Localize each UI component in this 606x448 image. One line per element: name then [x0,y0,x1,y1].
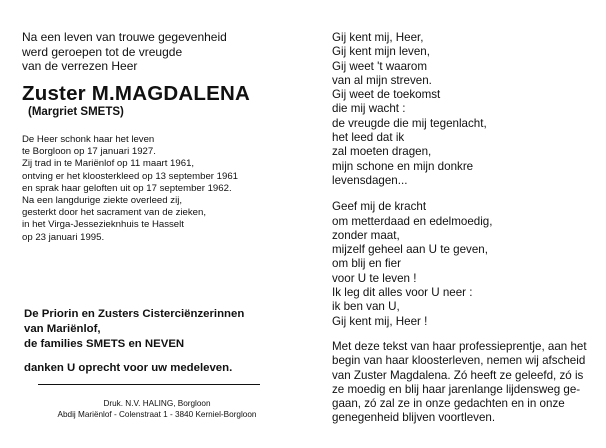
printer-line: Abdij Mariënlof - Colenstraat 1 - 3840 Kerniel-Borgloon [57,410,257,419]
bio-line: gesterkt door het sacrament van de zieken, [22,207,206,219]
poem-line: Gij kent mijn leven, [332,45,430,59]
civil-name: (Margriet SMETS) [28,106,124,118]
poem-line: mijn schone en mijn donkre [332,159,474,173]
divider-rule [38,384,260,385]
poem-line: van al mijn streven. [332,73,432,87]
poem-line: voor U te leven ! [332,271,417,285]
intro-text [22,30,227,74]
bio-line: en sprak haar geloften uit op 17 september 1962. [22,182,232,194]
right-page [304,0,606,448]
closing-line: Met deze tekst van haar professieprentje, aan het [332,340,587,353]
closing-paragraph [332,340,598,426]
poem-line: zal moeten dragen, [332,145,432,159]
bio-line: in het Virga-Jessezieknhuis te Hasselt [22,219,184,231]
intro-line: Na een leven van trouwe gegevenheid [22,30,227,44]
poem-line: de vreugde die mij tegenlacht, [332,116,487,130]
poem-line: ik ben van U, [332,300,400,314]
poem-line: het leed dat ik [332,131,405,145]
closing-line: genegenheid blijven voortleven. [332,411,496,425]
printer-imprint [22,398,292,420]
families-line: De Priorin en Zusters Cisterciënzerinnen [24,308,245,320]
intro-line: van de verrezen Heer [22,59,138,73]
poem-line: Gij weet 't waarom [332,59,427,73]
poem-line: die mij wacht : [332,102,406,116]
poem-line: Geef mij de kracht [332,200,427,214]
closing-line: gaan, zó zal ze in onze gedachten en in onze [332,397,565,411]
thanks-line: danken U oprecht voor uw medeleven. [24,362,233,374]
poem-line: om blij en fier [332,257,401,271]
poem-line: om metterdaad en edelmoedig, [332,214,493,228]
bio-line: ontving er het kloosterkleed op 13 september 1961 [22,170,238,182]
bio-line: De Heer schonk haar het leven [22,134,155,145]
poem [332,31,492,329]
closing-line: ze moedig en blij haar jarenlange lijdensweg ge- [332,382,581,396]
biography [22,134,238,244]
poem-line: Ik leg dit alles voor U neer : [332,286,473,300]
bio-line: te Borgloon op 17 januari 1927. [22,146,156,158]
intro-line: werd geroepen tot de vreugde [22,44,183,59]
mourning-families [24,307,244,352]
families-line: van Mariënlof, [24,323,101,335]
poem-line: mijzelf geheel aan U te geven, [332,243,488,257]
poem-line: Gij kent mij, Heer ! [332,314,428,328]
poem-line: Gij weet de toekomst [332,88,441,102]
stanza-gap [332,188,492,200]
bio-line: Zij trad in te Mariënlof op 11 maart 1961, [22,158,195,170]
bio-line: op 23 januari 1995. [22,231,105,243]
poem-line: levensdagen... [332,173,408,187]
left-page [0,0,302,448]
closing-line: van Zuster Magdalena. Zó heeft ze geleefd, zó is [332,368,584,382]
poem-line: Gij kent mij, Heer, [332,31,424,44]
poem-line: zonder maat, [332,228,400,242]
families-line: de families SMETS en NEVEN [24,338,185,350]
bio-line: Na een langdurige ziekte overleed zij, [22,195,182,207]
deceased-name: Zuster M.MAGDALENA [22,82,250,105]
printer-line: Druk. N.V. HALING, Borgloon [103,399,211,408]
closing-line: begin van haar kloosterleven, nemen wij afscheid [332,354,586,368]
